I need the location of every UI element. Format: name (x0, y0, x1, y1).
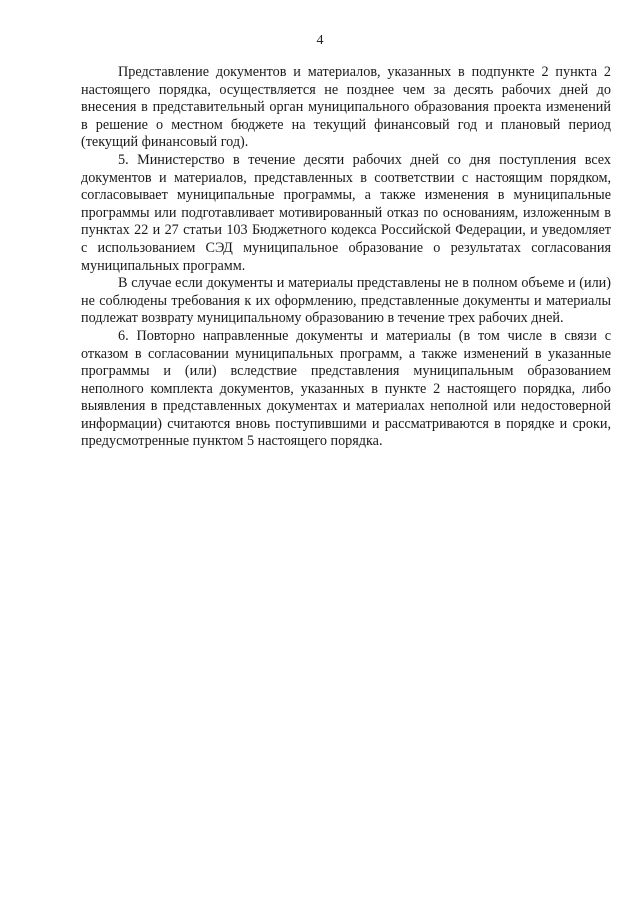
paragraph-item-5: 5. Министерство в течение десяти рабочих дней со дня поступления всех документов и материалов, представленных в соответствии с настоящим порядком, согласовывает муниципальные программы, а также изменения в муниципальные программы или подготавливает мотивированный отказ по основаниям, изложенным в пунктах 22 и 27 статьи 103 Бюджетного кодекса Российской Федерации, и уведомляет с использованием СЭД муниципальное образование о результатах согласования муниципальных программ. (81, 151, 611, 274)
document-body (81, 64, 611, 451)
paragraph-incomplete-documents: В случае если документы и материалы представлены не в полном объеме и (или) не соблюдены требования к их оформлению, представленные документы и материалы подлежат возврату муниципальному образованию в течение трех рабочих дней. (81, 275, 611, 327)
paragraph-item-6: 6. Повторно направленные документы и материалы (в том числе в связи с отказом в согласовании муниципальных программ, а также изменений в указанные программы и (или) вследствие представления муниципальным образованием неполного комплекта документов, указанных в пункте 2 настоящего порядка, либо выявления в представленных документах и материалах неполной или недостоверной информации) считаются вновь поступившими и рассматриваются в порядке и сроки, предусмотренные пунктом 5 настоящего порядка. (81, 327, 611, 450)
page-number: 4 (316, 33, 324, 48)
paragraph-submission-deadline: Представление документов и материалов, указанных в подпункте 2 пункта 2 настоящего порядка, осуществляется не позднее чем за десять рабочих дней до внесения в представительный орган муниципального образования проекта изменений в решение о местном бюджете на текущий финансовый год и плановый период (текущий финансовый год). (81, 64, 611, 151)
